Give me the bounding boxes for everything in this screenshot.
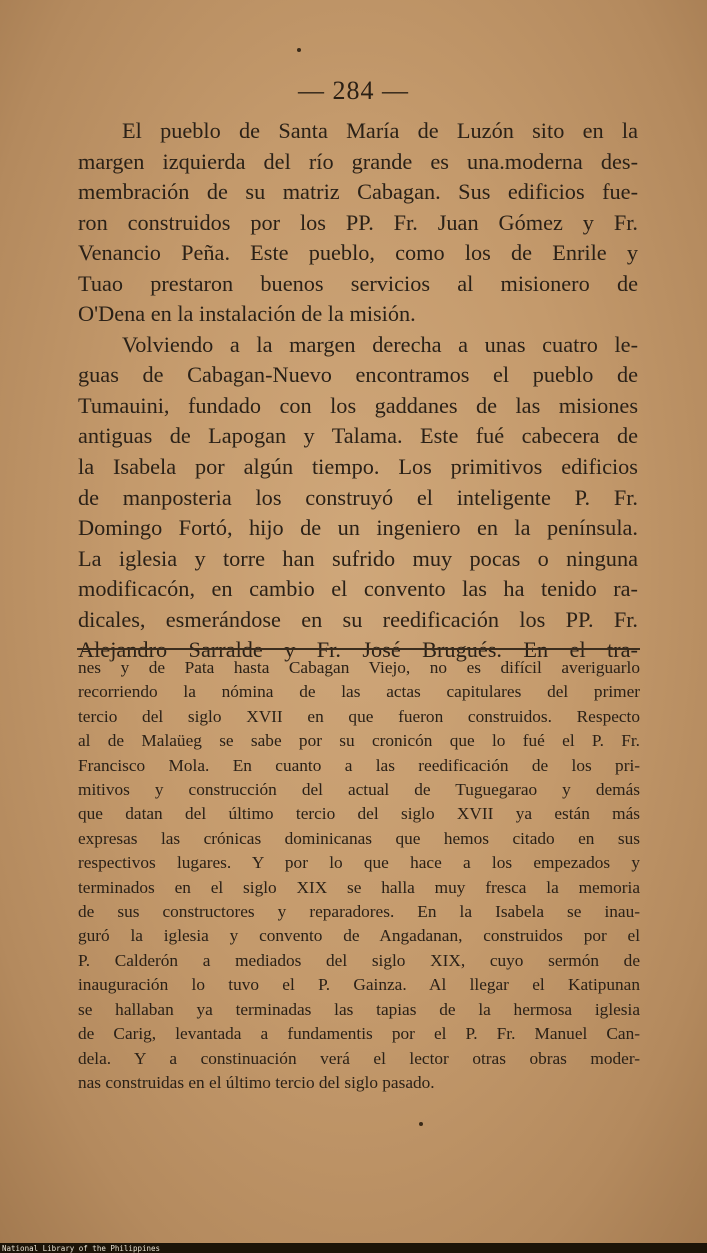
ink-speck <box>419 1122 423 1126</box>
text-line: membración de su matriz Cabagan. Sus edificios fue- <box>78 179 638 205</box>
footnote-line: nes y de Pata hasta Cabagan Viejo, no es difícil averiguarlo <box>78 658 640 677</box>
footnote-line: recorriendo la nómina de las actas capitulares del primer <box>78 682 640 702</box>
footnote-line: P. Calderón a mediados del siglo XIX, cuyo sermón de <box>78 950 640 970</box>
footnote-line: se hallaban ya terminadas las tapias de la hermosa iglesia <box>78 999 640 1019</box>
text-line: Tuao prestaron buenos servicios al misionero de <box>78 270 638 296</box>
footnote-line: de sus constructores y reparadores. En la Isabela se inau- <box>78 902 640 922</box>
text-line: antiguas de Lapogan y Talama. Este fué cabecera de <box>78 423 638 449</box>
footnote-text <box>78 656 640 1095</box>
text-line: guas de Cabagan-Nuevo encontramos el pueblo de <box>78 362 638 388</box>
text-line: la Isabela por algún tiempo. Los primitivos edificios <box>78 454 638 480</box>
footnote-line: mitivos y construcción del actual de Tuguegarao y demás <box>78 780 640 800</box>
footnote-divider <box>77 648 640 650</box>
page-number: — 284 — <box>298 76 409 105</box>
footnote-line: de Carig, levantada a fundamentis por el P. Fr. Manuel Can- <box>78 1024 640 1044</box>
text-line: Tumauini, fundado con los gaddanes de las misiones <box>78 392 638 418</box>
library-credit: National Library of the Philippines <box>2 1244 161 1253</box>
text-line: El pueblo de Santa María de Luzón sito en la <box>122 118 638 143</box>
footnote-line: al de Malaüeg se sabe por su cronicón que lo fué el P. Fr. <box>78 731 640 751</box>
footnote-line: que datan del último tercio del siglo XVII ya están más <box>78 804 640 824</box>
footnote-line: Francisco Mola. En cuanto a las reedificación de los pri- <box>78 755 640 775</box>
text-line: de manposteria los construyó el inteligente P. Fr. <box>78 484 638 510</box>
ink-speck <box>297 48 301 52</box>
text-line: La iglesia y torre han sufrido muy pocas o ninguna <box>78 545 638 571</box>
text-line: Venancio Peña. Este pueblo, como los de Enrile y <box>78 240 638 266</box>
text-line: margen izquierda del río grande es una.moderna des- <box>78 148 638 174</box>
footnote-line: dela. Y a constinuación verá el lector otras obras moder- <box>78 1048 640 1068</box>
footnote-line: expresas las crónicas dominicanas que hemos citado en sus <box>78 828 640 848</box>
text-line: Domingo Fortó, hijo de un ingeniero en la península. <box>78 515 638 541</box>
footnote-line: inauguración lo tuvo el P. Gainza. Al llegar el Katipunan <box>78 975 640 995</box>
footnote-line: tercio del siglo XVII en que fueron construidos. Respecto <box>78 706 640 726</box>
text-line: Volviendo a la margen derecha a unas cuatro le- <box>122 331 638 357</box>
footnote-line: guró la iglesia y convento de Angadanan, construidos por el <box>78 926 640 946</box>
footnote-line: respectivos lugares. Y por lo que hace a los empezados y <box>78 853 640 873</box>
text-line: modificacón, en cambio el convento las ha tenido ra- <box>78 576 638 602</box>
text-line: O'Dena en la instalación de la misión. <box>78 301 416 327</box>
footnote-line: terminados en el siglo XIX se halla muy fresca la memoria <box>78 877 640 897</box>
body-text <box>78 116 638 666</box>
text-line: ron construidos por los PP. Fr. Juan Gómez y Fr. <box>78 209 638 235</box>
text-line: Alejandro Sarralde y Fr. José Brugués. En el tra- <box>78 637 638 663</box>
footnote-line: nas construidas en el último tercio del siglo pasado. <box>78 1072 435 1092</box>
text-line: dicales, esmerándose en su reedificación los PP. Fr. <box>78 606 638 632</box>
